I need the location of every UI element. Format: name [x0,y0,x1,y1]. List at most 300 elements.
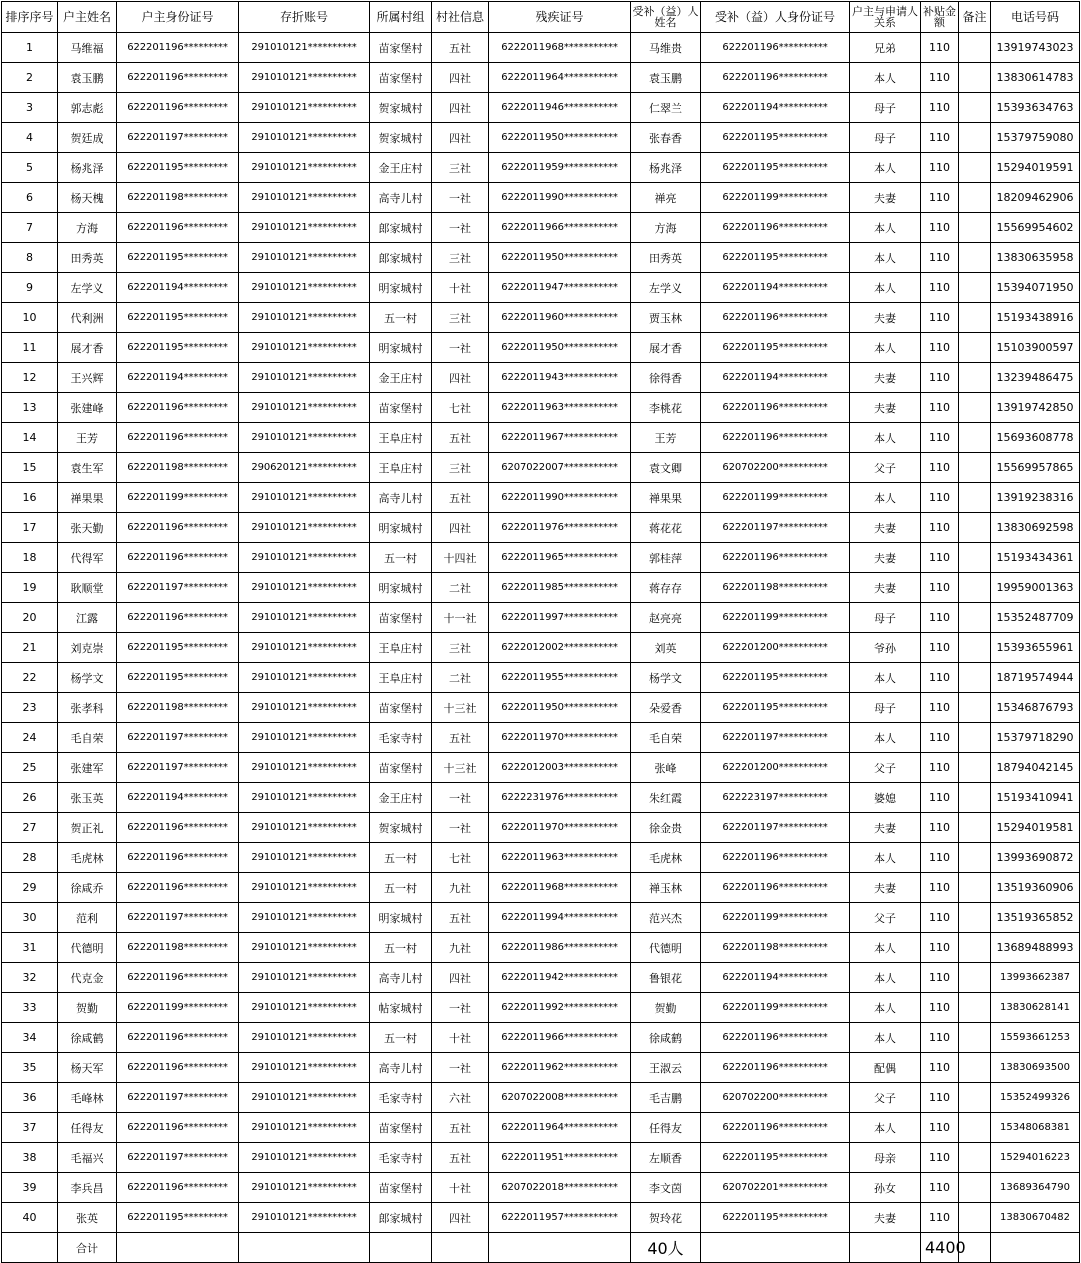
table-cell: 三社 [432,153,489,183]
table-cell: 苗家堡村 [370,393,432,423]
table-cell: 6222011966*********** [489,1023,631,1053]
table-cell: 110 [921,123,959,153]
table-cell: 110 [921,513,959,543]
table-cell: 王阜庄村 [370,423,432,453]
header-cell: 户主身份证号 [117,2,239,33]
table-row [2,213,1080,243]
table-cell: 110 [921,393,959,423]
table-cell: 五一村 [370,873,432,903]
table-cell: 291010121********** [239,543,370,573]
table-row [2,183,1080,213]
table-cell: 代德明 [58,933,117,963]
table-cell: 25 [2,753,58,783]
table-cell: 三社 [432,453,489,483]
table-cell: 291010121********** [239,1023,370,1053]
table-cell: 赵亮亮 [631,603,701,633]
table-cell: 方海 [631,213,701,243]
table-cell: 622201197********** [701,513,850,543]
table-cell: 6222011966*********** [489,213,631,243]
table-cell: 6222011963*********** [489,843,631,873]
table-cell: 14 [2,423,58,453]
table-cell: 十四社 [432,543,489,573]
table-cell: 6222011985*********** [489,573,631,603]
table-cell: 四社 [432,513,489,543]
table-row [2,1113,1080,1143]
table-cell: 三社 [432,303,489,333]
table-cell: 五一村 [370,543,432,573]
table-cell: 291010121********** [239,183,370,213]
table-cell: 622201197********* [117,573,239,603]
table-cell: 范兴杰 [631,903,701,933]
table-row [2,393,1080,423]
table-cell: 杨学文 [631,663,701,693]
table-cell: 38 [2,1143,58,1173]
table-cell: 13519365852 [991,903,1080,933]
table-cell: 622201194********** [701,273,850,303]
table-cell: 6222011990*********** [489,483,631,513]
table-cell: 15593661253 [991,1023,1080,1053]
table-cell [959,603,991,633]
table-cell: 12 [2,363,58,393]
table-cell [959,333,991,363]
header-cell: 所属村组 [370,2,432,33]
table-cell: 一社 [432,333,489,363]
header-cell: 受补（益）人身份证号 [701,2,850,33]
table-cell: 左顺香 [631,1143,701,1173]
table-cell: 19 [2,573,58,603]
table-cell: 622201198********** [701,573,850,603]
table-cell: 十社 [432,1173,489,1203]
table-cell: 110 [921,1143,959,1173]
table-cell: 6222011950*********** [489,123,631,153]
header-row [2,2,1080,33]
table-cell: 291010121********** [239,363,370,393]
table-cell: 6222231976*********** [489,783,631,813]
table-cell [959,843,991,873]
table-cell: 15569957865 [991,453,1080,483]
table-cell: 622201196********** [701,213,850,243]
table-cell [959,1023,991,1053]
table-cell: 622201196********* [117,513,239,543]
table-cell: 二社 [432,663,489,693]
table-cell: 291010121********** [239,123,370,153]
table-cell [959,303,991,333]
table-cell: 291010121********** [239,33,370,63]
table-cell: 110 [921,153,959,183]
table-cell: 禅果果 [58,483,117,513]
table-row [2,423,1080,453]
table-cell: 13919742850 [991,393,1080,423]
table-cell: 6222011950*********** [489,693,631,723]
table-cell [959,1203,991,1233]
table-cell: 张孝科 [58,693,117,723]
table-cell: 范利 [58,903,117,933]
table-cell: 33 [2,993,58,1023]
table-cell: 田秀英 [631,243,701,273]
table-cell: 6222012003*********** [489,753,631,783]
table-cell [959,723,991,753]
table-cell: 291010121********** [239,153,370,183]
table-cell: 110 [921,573,959,603]
table-cell: 622201198********* [117,693,239,723]
table-row [2,543,1080,573]
table-cell: 6222011960*********** [489,303,631,333]
table-cell: 三社 [432,243,489,273]
table-cell: 本人 [850,333,921,363]
table-cell: 本人 [850,993,921,1023]
table-cell: 苗家堡村 [370,1173,432,1203]
table-cell: 622201196********** [701,393,850,423]
table-row [2,1023,1080,1053]
table-cell: 6222011951*********** [489,1143,631,1173]
table-cell: 毛虎林 [631,843,701,873]
table-cell: 18719574944 [991,663,1080,693]
table-cell: 杨兆泽 [58,153,117,183]
table-cell: 13830635958 [991,243,1080,273]
table-cell: 袁文卿 [631,453,701,483]
table-cell: 15394071950 [991,273,1080,303]
table-cell: 金王庄村 [370,783,432,813]
table-cell: 15193410941 [991,783,1080,813]
total-cell [432,1233,489,1263]
table-cell [959,933,991,963]
table-cell: 金王庄村 [370,363,432,393]
table-row [2,903,1080,933]
table-row [2,783,1080,813]
table-cell: 110 [921,1053,959,1083]
table-cell: 毛自荣 [631,723,701,753]
table-cell: 15393655961 [991,633,1080,663]
table-cell: 110 [921,753,959,783]
table-cell: 622201196********* [117,93,239,123]
table-cell: 展才香 [631,333,701,363]
table-cell: 291010121********** [239,243,370,273]
table-cell: 毛家寺村 [370,1143,432,1173]
table-cell: 6222011976*********** [489,513,631,543]
table-cell [959,1173,991,1203]
table-cell [959,1053,991,1083]
table-row [2,513,1080,543]
table-cell: 15294019591 [991,153,1080,183]
table-cell: 贺玲花 [631,1203,701,1233]
table-cell: 贺勤 [58,993,117,1023]
table-cell: 七社 [432,843,489,873]
table-cell: 代德明 [631,933,701,963]
table-row [2,963,1080,993]
table-cell: 王阜庄村 [370,663,432,693]
table-cell: 张天勤 [58,513,117,543]
table-cell: 6222011992*********** [489,993,631,1023]
table-cell: 郎家城村 [370,243,432,273]
table-cell: 34 [2,1023,58,1053]
table-cell: 代得军 [58,543,117,573]
table-cell: 110 [921,363,959,393]
table-cell: 27 [2,813,58,843]
table-cell: 李兵昌 [58,1173,117,1203]
table-cell: 13689488993 [991,933,1080,963]
table-cell: 6222011986*********** [489,933,631,963]
table-cell: 15352487709 [991,603,1080,633]
table-cell [959,153,991,183]
table-cell: 291010121********** [239,813,370,843]
table-row [2,873,1080,903]
table-cell: 高寺儿村 [370,183,432,213]
table-cell: 本人 [850,963,921,993]
table-cell: 622201196********** [701,63,850,93]
table-cell: 袁玉鹏 [631,63,701,93]
table-cell [959,1113,991,1143]
table-cell: 六社 [432,1083,489,1113]
table-cell: 6222011959*********** [489,153,631,183]
table-cell: 张建军 [58,753,117,783]
subsidy-table [1,1,1080,1263]
table-cell: 622201199********* [117,483,239,513]
table-cell: 九社 [432,873,489,903]
total-cell [370,1233,432,1263]
table-cell: 622201195********** [701,693,850,723]
header-cell: 户主与申请人关系 [850,2,921,33]
table-cell: 夫妻 [850,1203,921,1233]
table-cell: 6222011943*********** [489,363,631,393]
table-cell: 一社 [432,993,489,1023]
table-cell: 夫妻 [850,573,921,603]
table-row [2,753,1080,783]
table-cell: 110 [921,873,959,903]
table-cell: 19959001363 [991,573,1080,603]
table-cell: 24 [2,723,58,753]
table-cell: 王兴辉 [58,363,117,393]
table-cell: 6222011968*********** [489,33,631,63]
table-cell: 622201196********* [117,393,239,423]
table-row [2,633,1080,663]
table-cell: 夫妻 [850,183,921,213]
table-cell: 张建峰 [58,393,117,423]
table-cell: 郎家城村 [370,213,432,243]
table-cell: 622201194********* [117,363,239,393]
table-cell: 明家城村 [370,573,432,603]
table-cell: 6222011990*********** [489,183,631,213]
table-cell: 夫妻 [850,303,921,333]
table-cell: 622201200********** [701,753,850,783]
table-cell: 110 [921,633,959,663]
table-cell: 杨天槐 [58,183,117,213]
table-cell: 622201196********* [117,963,239,993]
table-cell: 袁玉鹏 [58,63,117,93]
table-cell: 622201195********** [701,663,850,693]
table-cell: 622201195********* [117,303,239,333]
table-cell: 6222011963*********** [489,393,631,423]
table-cell: 291010121********** [239,393,370,423]
table-cell: 18209462906 [991,183,1080,213]
table-cell: 291010121********** [239,753,370,783]
table-cell: 40 [2,1203,58,1233]
table-cell: 6222011962*********** [489,1053,631,1083]
table-row [2,603,1080,633]
table-cell: 刘克崇 [58,633,117,663]
table-cell: 7 [2,213,58,243]
table-cell: 任得友 [631,1113,701,1143]
table-cell: 291010121********** [239,513,370,543]
table-cell: 夫妻 [850,813,921,843]
table-cell: 10 [2,303,58,333]
table-cell: 五社 [432,1113,489,1143]
table-cell: 291010121********** [239,1173,370,1203]
table-cell: 6222011965*********** [489,543,631,573]
table-cell [959,783,991,813]
table-cell: 王阜庄村 [370,453,432,483]
table-cell: 291010121********** [239,1143,370,1173]
table-cell: 110 [921,63,959,93]
table-cell: 6222011955*********** [489,663,631,693]
table-cell: 马维福 [58,33,117,63]
table-cell: 6222011994*********** [489,903,631,933]
table-cell: 父子 [850,903,921,933]
table-cell: 苗家堡村 [370,33,432,63]
table-cell: 贺家城村 [370,123,432,153]
table-row [2,813,1080,843]
table-cell: 622223197********** [701,783,850,813]
table-cell: 13993690872 [991,843,1080,873]
table-cell: 苗家堡村 [370,63,432,93]
table-cell: 13830614783 [991,63,1080,93]
total-cell [991,1233,1080,1263]
table-cell: 622201195********** [701,243,850,273]
table-cell: 毛吉鹏 [631,1083,701,1113]
table-cell: 291010121********** [239,603,370,633]
table-cell: 291010121********** [239,1203,370,1233]
table-cell: 江露 [58,603,117,633]
table-cell: 110 [921,1083,959,1113]
total-count: 40人 [631,1233,701,1263]
table-cell: 6222011950*********** [489,243,631,273]
table-cell: 622201196********* [117,423,239,453]
table-cell [959,573,991,603]
table-cell: 本人 [850,273,921,303]
table-cell: 一社 [432,183,489,213]
table-row [2,333,1080,363]
table-row [2,153,1080,183]
table-cell: 15193434361 [991,543,1080,573]
table-cell: 291010121********** [239,333,370,363]
table-cell: 622201198********* [117,453,239,483]
table-cell [959,1143,991,1173]
table-cell: 291010121********** [239,213,370,243]
table-cell: 622201195********** [701,123,850,153]
table-row [2,723,1080,753]
table-cell: 苗家堡村 [370,603,432,633]
table-cell: 622201196********* [117,843,239,873]
total-amount: 4400 [921,1233,959,1263]
table-cell: 郎家城村 [370,1203,432,1233]
table-cell: 6222011964*********** [489,1113,631,1143]
table-cell: 刘英 [631,633,701,663]
table-cell: 九社 [432,933,489,963]
table-cell: 五一村 [370,843,432,873]
table-cell: 110 [921,423,959,453]
table-cell: 毛虎林 [58,843,117,873]
table-cell: 37 [2,1113,58,1143]
table-row [2,303,1080,333]
table-cell: 王淑云 [631,1053,701,1083]
table-cell: 622201199********* [117,993,239,1023]
table-cell: 一社 [432,1053,489,1083]
table-cell: 622201196********* [117,813,239,843]
table-cell [959,363,991,393]
table-cell: 291010121********** [239,723,370,753]
table-cell: 31 [2,933,58,963]
table-cell: 620702201********** [701,1173,850,1203]
table-cell: 仁翠兰 [631,93,701,123]
table-cell: 622201195********* [117,633,239,663]
table-cell: 291010121********** [239,1113,370,1143]
table-cell: 代克金 [58,963,117,993]
table-cell: 贾玉林 [631,303,701,333]
table-cell: 15348068381 [991,1113,1080,1143]
table-cell: 母子 [850,123,921,153]
table-cell: 6222011947*********** [489,273,631,303]
table-cell: 291010121********** [239,423,370,453]
table-row [2,123,1080,153]
table-cell: 马维贵 [631,33,701,63]
table-body [2,33,1080,1233]
table-cell: 30 [2,903,58,933]
table-cell: 110 [921,933,959,963]
table-cell: 13919743023 [991,33,1080,63]
table-cell: 622201199********** [701,993,850,1023]
table-row [2,243,1080,273]
table-cell: 32 [2,963,58,993]
table-cell: 291010121********** [239,963,370,993]
table-cell: 鲁银花 [631,963,701,993]
table-cell: 耿顺堂 [58,573,117,603]
table-cell: 15693608778 [991,423,1080,453]
table-cell [959,483,991,513]
table-cell: 本人 [850,483,921,513]
total-row [2,1233,1080,1263]
table-cell: 16 [2,483,58,513]
table-row [2,1143,1080,1173]
table-cell: 五一村 [370,933,432,963]
table-cell: 110 [921,723,959,753]
table-cell: 一社 [432,813,489,843]
table-cell: 622201196********** [701,543,850,573]
table-cell: 方海 [58,213,117,243]
table-cell: 291010121********** [239,303,370,333]
table-cell: 622201199********** [701,483,850,513]
table-cell: 郭桂萍 [631,543,701,573]
table-cell: 110 [921,183,959,213]
table-cell: 20 [2,603,58,633]
table-cell: 110 [921,273,959,303]
table-cell: 622201196********** [701,873,850,903]
table-row [2,573,1080,603]
table-cell: 毛福兴 [58,1143,117,1173]
table-cell: 291010121********** [239,933,370,963]
table-cell: 21 [2,633,58,663]
table-cell: 291010121********** [239,573,370,603]
table-cell: 五社 [432,483,489,513]
table-cell: 母子 [850,93,921,123]
table-cell: 高寺儿村 [370,963,432,993]
table-cell: 明家城村 [370,513,432,543]
table-cell: 13919238316 [991,483,1080,513]
table-cell: 622201196********** [701,1113,850,1143]
table-cell [959,903,991,933]
total-label: 合计 [58,1233,117,1263]
table-cell: 13689364790 [991,1173,1080,1203]
table-cell: 李桃花 [631,393,701,423]
table-cell: 徐咸乔 [58,873,117,903]
